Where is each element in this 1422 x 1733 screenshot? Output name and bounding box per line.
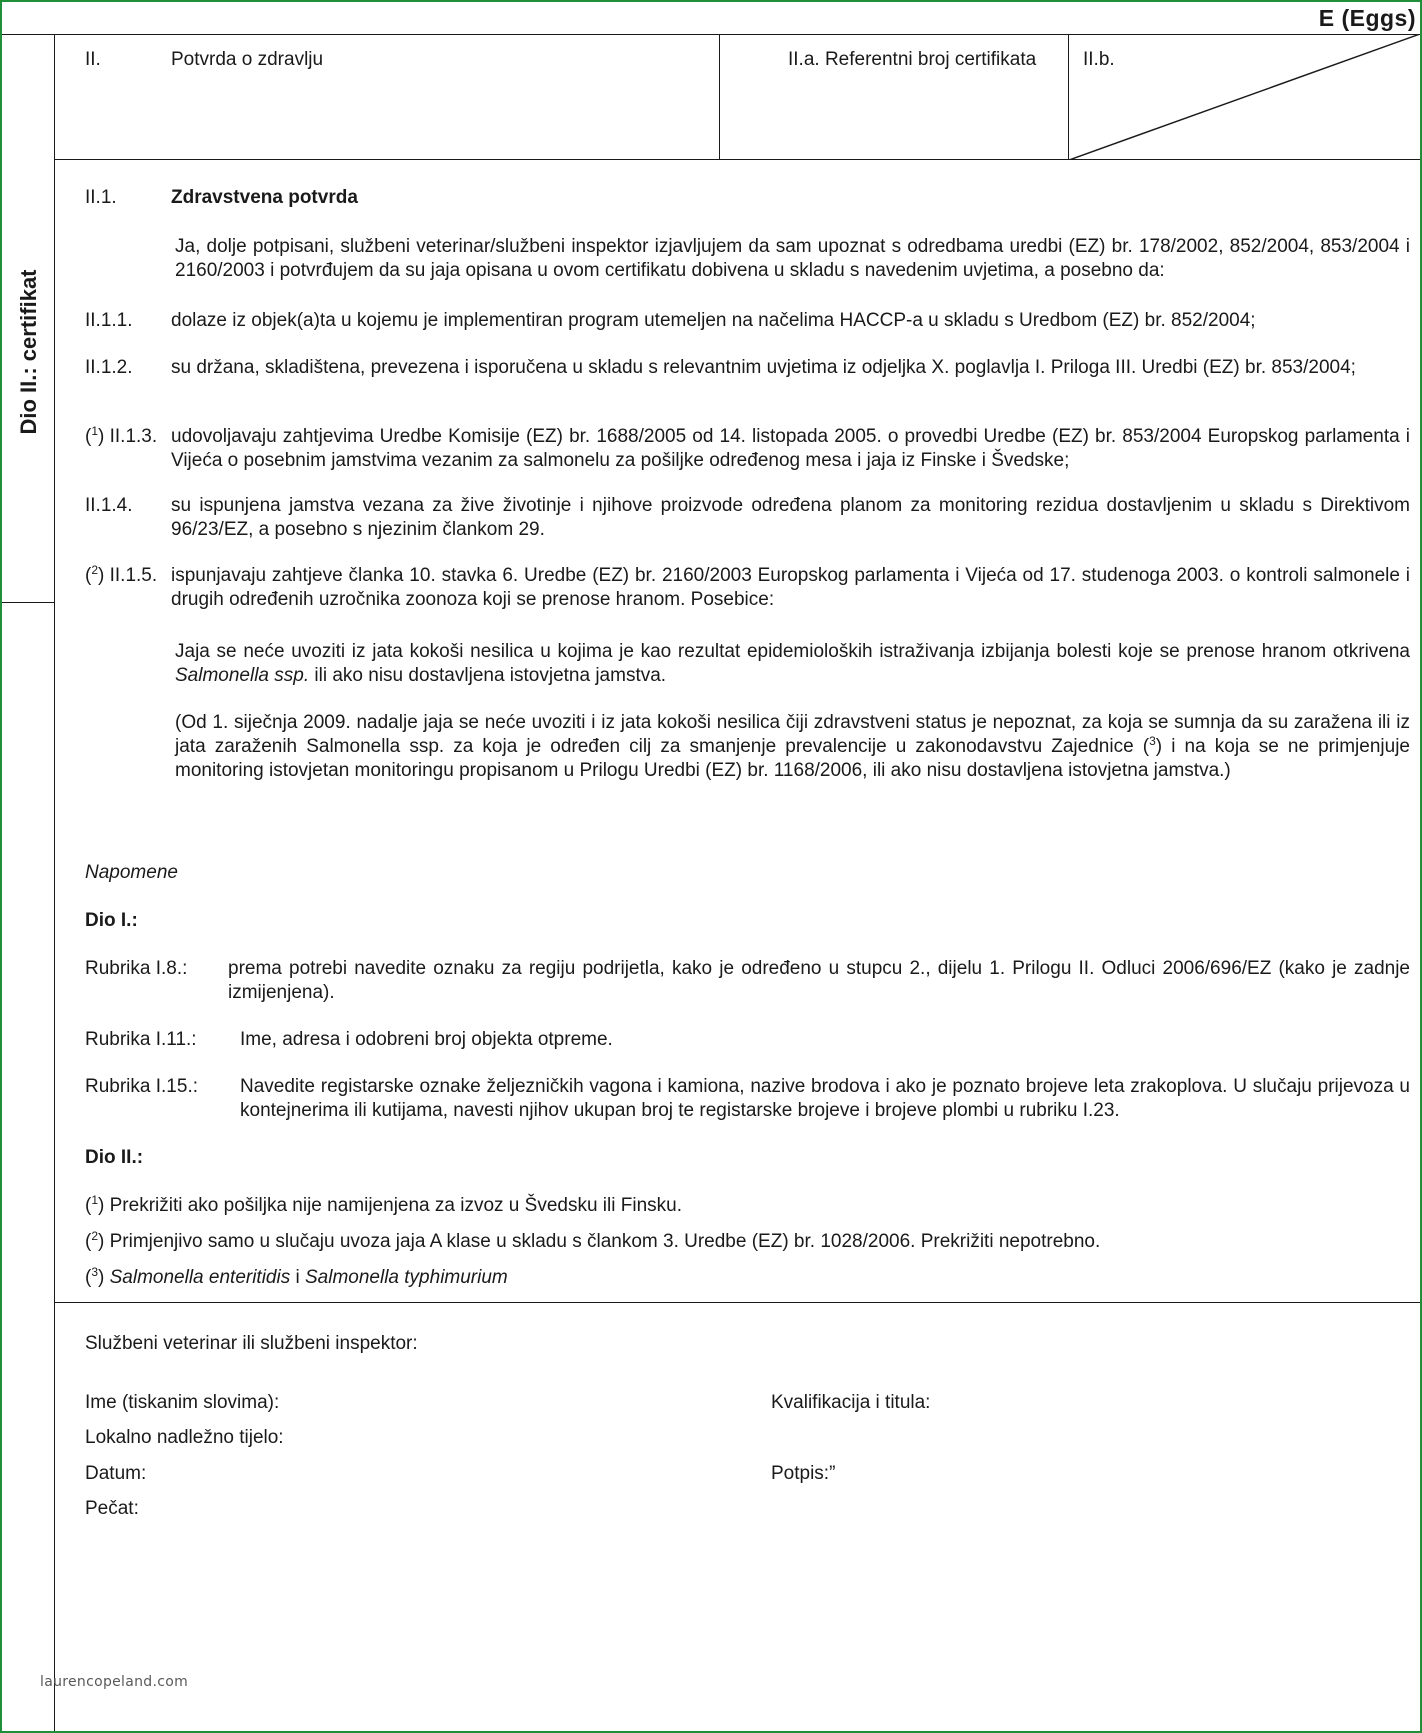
notes-heading: Napomene — [85, 862, 178, 883]
text-run: ili ako nisu dostavljena istovjetna jamstva. — [309, 664, 667, 686]
clause-item — [85, 425, 1410, 473]
footnote-3: ($^3$) Salmonella enteritidis i Salmonella typhimurium — [85, 1265, 508, 1288]
rubric-label: Rubrika I.8.: — [85, 958, 188, 979]
species-name: Salmonella enteritidis — [109, 1267, 291, 1288]
footnote-ref: 2 — [91, 563, 99, 577]
text-run: (Od 1. siječnja 2009. nadalje jaja se neće uvoziti i iz jata kokoši nesilica čiji zdravstveni status je nepoznat, za koja se sumnja da su zaražena ili iz jata zaraženih Salmonella ssp. za koja je određen cilj za smanjenje prevalencije u zakonodavstvu Zajednice ( — [175, 712, 1410, 757]
rubric-text: Ime, adresa i odobreni broj objekta otpreme. — [240, 1029, 613, 1050]
clause-number: II.1.4. — [85, 495, 133, 516]
left-rule — [54, 603, 55, 1731]
species-name: Salmonella typhimurium — [305, 1267, 508, 1288]
footnote-number: 2 — [91, 1229, 99, 1243]
rubric-label: Rubrika I.11.: — [85, 1029, 197, 1050]
salmonella-text — [175, 640, 1410, 688]
text-run: Jaja se neće uvoziti iz jata kokoši nesilica u kojima je kao rezultat epidemioloških istraživanja izbijanja bolesti koje se prenose hranom otkrivena — [175, 641, 1410, 662]
salmonella-paragraph — [85, 640, 1410, 688]
species-name: Salmonella ssp. — [175, 664, 310, 686]
transitional-paragraph — [85, 711, 1410, 783]
footnote-ref: 1 — [91, 424, 99, 438]
clause-text: udovoljavaju zahtjevima Uredbe Komisije (EZ) br. 1688/2005 od 14. listopada 2005. o provedbi Uredbe (EZ) br. 853/2004 Europskog parlamenta i Vijeća o posebnim jamstvima vezanim za salmonelu za pošiljke određenog mesa i jaja iz Finske i Švedske; — [171, 426, 1410, 471]
footnote-ref: 3 — [1149, 733, 1156, 748]
transitional-text — [175, 711, 1410, 783]
section-heading — [85, 186, 1410, 210]
footnote-1: ($^1$) Prekrižiti ako pošiljka nije namijenjena za izvoz u Švedsku ili Finsku. — [85, 1193, 682, 1216]
clause-text: su ispunjena jamstva vezana za žive životinje i njihove proizvode određena planom za monitoring rezidua dostavljenim u skladu s Direktivom 96/23/EZ, a posebno s njezinim člankom 29. — [171, 495, 1410, 540]
clause-item — [85, 564, 1410, 612]
side-label: Dio II.: certifikat — [16, 269, 42, 435]
intro-text: Ja, dolje potpisani, službeni veterinar/službeni inspektor izjavljujem da sam upoznat s odredbama uredbi (EZ) br. 178/2002, 852/2004, 853/2004 i 2160/2003 i potvrđujem da su jaja opisana u ovom certifikatu dobivena u skladu s navedenim uvjetima, a posebno da: — [175, 236, 1410, 281]
clause-text: ispunjavaju zahtjeve članka 10. stavka 6. Uredbe (EZ) br. 2160/2003 Europskog parlamenta i Vijeća od 17. studenoga 2003. o kontroli salmonele i drugih određenih uzročnika zoonoza koji se prenose hranom. Posebice: — [171, 565, 1410, 610]
rubric-text: prema potrebi navedite oznaku za regiju podrijetla, kako je određeno u stupcu 2., dijelu 1. Prilogu II. Odluci 2006/696/EZ (kako je zadnje izmijenjena). — [228, 958, 1410, 1003]
rubric-text: Navedite registarske oznake željezničkih vagona i kamiona, nazive brodova i ako je poznato brojeve leta zrakoplova. U slučaju prijevoza u kontejnerima ili kutijama, navesti njihov ukupan broj te registarske brojeve i brojeve plombi u rubriku I.23. — [240, 1076, 1410, 1121]
reference-b-label: II.b. — [1083, 49, 1115, 70]
rubric-note — [85, 957, 1410, 1005]
header-ref-b-cell — [1069, 34, 1420, 160]
diagonal-strike — [1069, 34, 1420, 160]
section-intro — [85, 235, 1410, 283]
clause-item — [85, 356, 1410, 380]
footnote-2: ($^2$) Primjenjivo samo u slučaju uvoza jaja A klase u skladu s člankom 3. Uredbe (EZ) br. 1028/2006. Prekrižiti nepotrebno. — [85, 1229, 1101, 1252]
qualification-field-label: Kvalifikacija i titula: — [771, 1392, 931, 1413]
annex-label: E (Eggs) — [1318, 5, 1416, 31]
text-run: ) i na koja se ne primjenjuje monitoring istovjetan monitoringu propisanom u Prilogu Uredbi (EZ) br. 1168/2006, ili ako nisu dostavljena istovjetna jamstva.) — [175, 735, 1410, 781]
clause-item — [85, 309, 1410, 333]
footnote-text: Prekrižiti ako pošiljka nije namijenjena za izvoz u Švedsku ili Finsku. — [109, 1195, 682, 1216]
section-title: Zdravstvena potvrda — [171, 187, 358, 208]
header-ref-cell — [720, 34, 1069, 160]
clause-text: su držana, skladištena, prevezena i isporučena u skladu s relevantnim uvjetima iz odjeljka X. poglavlja I. Priloga III. Uredbi (EZ) br. 853/2004; — [171, 357, 1356, 378]
footnote-text: i — [290, 1267, 305, 1288]
footnote-text: Primjenjivo samo u slučaju uvoza jaja A klase u skladu s člankom 3. Uredbe (EZ) br. 1028/2006. Prekrižiti nepotrebno. — [109, 1231, 1101, 1252]
rubric-note — [85, 1028, 1410, 1052]
signature-field-label: Potpis:” — [771, 1463, 836, 1484]
reference-number-label: II.a. Referentni broj certifikata — [788, 49, 1037, 70]
clause-number-text: II.1.5. — [109, 565, 158, 586]
part-two-heading: Dio II.: — [85, 1147, 144, 1168]
clause-item — [85, 494, 1410, 542]
watermark: laurencopeland.com — [40, 1674, 189, 1690]
header-row — [55, 34, 1420, 160]
section-number: II.1. — [85, 187, 117, 208]
footnote-number: 3 — [91, 1265, 99, 1279]
date-field-label: Datum: — [85, 1463, 147, 1484]
rubric-label: Rubrika I.15.: — [85, 1076, 198, 1097]
clause-number: II.1.2. — [85, 357, 133, 378]
header-title-cell — [55, 34, 720, 160]
part-one-heading: Dio I.: — [85, 910, 138, 931]
signature-rule — [55, 1302, 1420, 1303]
footnote-number: 1 — [91, 1193, 99, 1207]
clause-number: ($^2$) II.1.5. — [85, 563, 158, 586]
header-title: Potvrda o zdravlju — [171, 49, 324, 70]
authority-field-label: Lokalno nadležno tijelo: — [85, 1427, 284, 1448]
clause-number-text: II.1.3. — [109, 426, 158, 447]
clause-text: dolaze iz objek(a)ta u kojemu je implementiran program utemeljen na načelima HACCP-a u skladu s Uredbom (EZ) br. 852/2004; — [171, 310, 1256, 331]
signature-heading: Službeni veterinar ili službeni inspektor: — [85, 1333, 418, 1354]
side-column — [2, 34, 55, 603]
rubric-note — [85, 1075, 1410, 1123]
header-number: II. — [85, 49, 101, 70]
clause-number: ($^1$) II.1.3. — [85, 424, 158, 447]
name-field-label: Ime (tiskanim slovima): — [85, 1392, 280, 1413]
stamp-field-label: Pečat: — [85, 1498, 139, 1519]
clause-number: II.1.1. — [85, 310, 133, 331]
